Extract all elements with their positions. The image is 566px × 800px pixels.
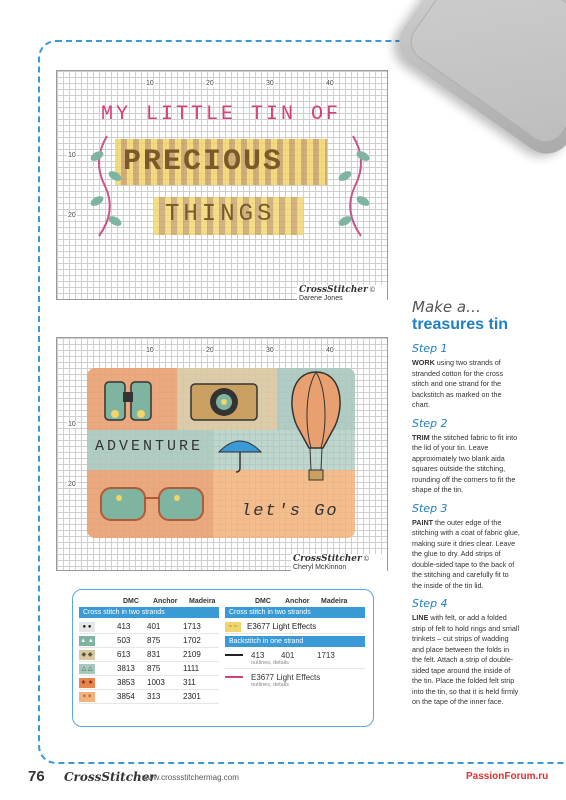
step-4-text: LINE with felt, or add a folded strip of felt to hold rings and small trinkets – cut strips of wadding and place between the folds in the felt. Attach a strip of double-sided tape around the inside of the tin. Place the folded felt strip into the tin, so that it is held firmly on the tape of the inner face.	[412, 613, 520, 706]
sidebar-subtitle: treasures tin	[412, 316, 509, 333]
step-3-heading: Step 3	[412, 501, 448, 515]
footer-brand: CrossStitcher	[64, 770, 156, 784]
swatch-icon: ▲ ▲	[80, 637, 94, 644]
key-row: × × 3854 313 2301	[79, 690, 219, 704]
chart-line-3: THINGS	[165, 201, 276, 228]
swatch-icon: ~ ~	[225, 622, 241, 632]
swatch-icon: ★ ★	[80, 679, 94, 686]
binoculars-icon	[99, 378, 159, 426]
page-number: 76	[28, 768, 45, 785]
header-anchor: Anchor	[153, 598, 178, 605]
axis-label: 30	[266, 347, 274, 354]
axis-label: 30	[266, 80, 274, 87]
axis-label: 10	[68, 152, 76, 159]
camera-icon	[189, 378, 259, 424]
axis-label: 10	[146, 347, 154, 354]
key-row: ~ ~ E3677 Light Effects	[225, 620, 365, 634]
swatch-icon: △ △	[79, 664, 95, 674]
adventure-word: ADVENTURE	[95, 438, 204, 455]
key-row: 413 401 1713 outlines, details	[225, 649, 365, 669]
left-vine-icon	[87, 131, 127, 241]
step-2-text: TRIM the stitched fabric to fit into the lid of your tin. Leave approximately two blank aida squares outside the stitching, rounding off the corners to fit the shape of the tin.	[412, 432, 518, 494]
instructions-sidebar	[412, 298, 520, 708]
step-4-heading: Step 4	[412, 597, 448, 610]
key-row: ▲ ▲ 503 875 1702	[79, 634, 219, 648]
umbrella-icon	[215, 434, 265, 474]
watermark: PassionForum.ru	[466, 771, 549, 782]
axis-label: 10	[146, 80, 154, 87]
footer-website: www.crossstitchermag.com	[142, 773, 239, 782]
chart-line-1: MY LITTLE TIN OF	[101, 103, 342, 126]
axis-label: 20	[206, 80, 214, 87]
key-row: ◆ ◆ 613 831 2109	[79, 648, 219, 662]
header-dmc: DMC	[123, 598, 139, 605]
key-row: E3677 Light Effects outlines, details	[225, 669, 365, 688]
chart-credit	[297, 285, 387, 302]
key-row: △ △ 3813 875 1111	[79, 662, 219, 676]
key-row: ● ● 413 401 1713	[79, 620, 219, 634]
swatch-icon: ◆ ◆	[79, 650, 95, 660]
swatch-icon: × ×	[79, 692, 95, 702]
lets-go-word: let's Go	[241, 502, 339, 521]
credit-brand: CrossStitcher	[299, 285, 368, 295]
step-1-heading: Step 1	[412, 342, 448, 355]
credit-author: © Cheryl McKinnon	[293, 556, 369, 571]
chart-credit	[291, 554, 387, 571]
backstitch-line-icon	[225, 676, 243, 678]
key-row: ★ ★ 3853 1003 311	[79, 676, 219, 690]
credit-author: © Darene Jones	[299, 287, 375, 302]
right-vine-icon	[333, 131, 373, 241]
axis-label: 20	[68, 212, 76, 219]
axis-label: 10	[68, 421, 76, 428]
sunglasses-icon	[97, 480, 207, 530]
header-madeira: Madeira	[189, 598, 216, 605]
key-bar-cross-stitch: Cross stitch in two strands	[79, 607, 219, 618]
swatch-icon: ● ●	[79, 622, 95, 632]
cross-stitch-chart-precious-things	[56, 70, 388, 300]
axis-label: 20	[206, 347, 214, 354]
key-bar-backstitch: Backstitch in one strand	[225, 636, 365, 647]
key-bar-cross-stitch-2: Cross stitch in two strands	[225, 607, 365, 618]
key-left-column	[79, 598, 219, 704]
step-3-text: PAINT the outer edge of the stitching with a coat of fabric glue, making sure it dries clear. Leave the glue to dry. Add strips of double-sided tape to the back of the stitching and carefully fit to the inside of the tin lid.	[412, 517, 520, 590]
page-footer	[28, 768, 558, 788]
step-2-heading: Step 2	[412, 416, 448, 430]
axis-label: 40	[326, 347, 334, 354]
hot-air-balloon-icon	[283, 370, 349, 494]
sidebar-title: Make a…	[412, 298, 482, 316]
step-1-text: WORK using two strands of stranded cotton for the cross stitch and one strand for the backstitch as marked on the chart.	[412, 358, 504, 409]
chart-line-2: PRECIOUS	[123, 145, 284, 179]
credit-brand: CrossStitcher	[293, 554, 362, 564]
axis-label: 20	[68, 481, 76, 488]
cross-stitch-chart-adventure	[56, 337, 388, 571]
thread-key-table	[72, 589, 374, 727]
axis-label: 40	[326, 80, 334, 87]
key-right-column: DMC Anchor Madeira Cross stitch in two strands ~ ~ E3677 Light Effects Backstitch in one strand 413 401 1713 outlines, details E3677 Light Effects outlines, details	[225, 598, 365, 688]
backstitch-line-icon	[225, 654, 243, 656]
